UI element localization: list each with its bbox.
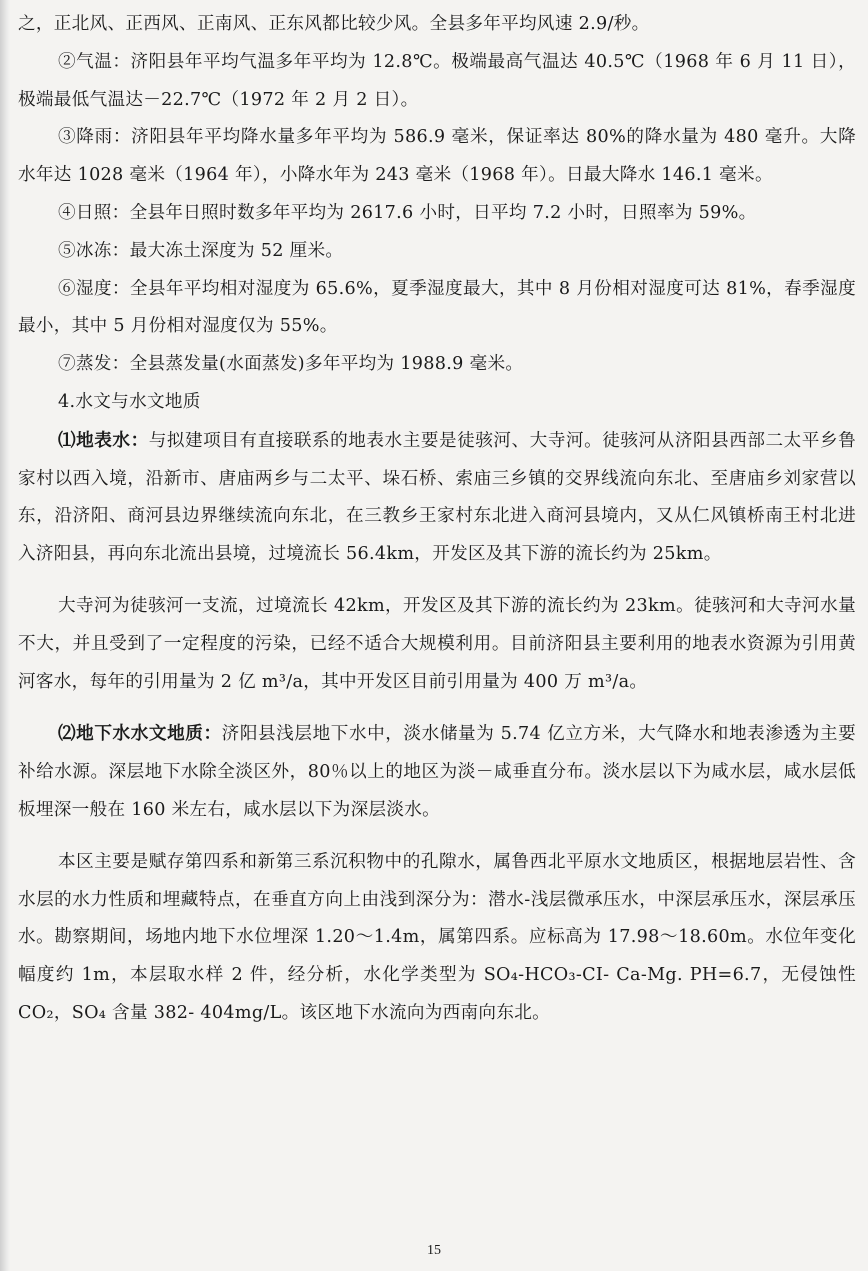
groundwater-paragraph: [18, 715, 856, 829]
paragraph-gap: [18, 830, 856, 844]
wind-paragraph-tail: 之，正北风、正西风、正南风、正东风都比较少风。全县多年平均风速 2.9/秒。: [18, 14, 650, 34]
surface-water-text: 与拟建项目有直接联系的地表水主要是徒骇河、大寺河。徒骇河从济阳县西部二太平乡鲁家村以西入境，沿新市、唐庙两乡与二太平、垛石桥、索庙三乡镇的交界线流向东北、至唐庙乡刘家营以东，沿济阳、商河县边界继续流向东北，在三教乡王家村东北进入商河县境内，又从仁风镇桥南王村北进入济阳县，再向东北流出县境，过境流长 56.4km，开发区及其下游的流长约为 25km。: [18, 430, 856, 565]
groundwater-label: ⑵地下水水文地质：: [58, 723, 222, 745]
temperature-paragraph: ②气温：济阳县年平均气温多年平均为 12.8℃。极端最高气温达 40.5℃（1968 年 6 月 11 日），极端最低气温达－22.7℃（1972 年 2 月 2 日）。: [18, 51, 856, 110]
page-number: 15: [427, 1243, 441, 1258]
paragraph-gap: [18, 574, 856, 588]
dasi-river-paragraph: 大寺河为徒骇河一支流，过境流长 42km，开发区及其下游的流长约为 23km。徒骇河和大寺河水量不大，并且受到了一定程度的污染，已经不适合大规模利用。目前济阳县主要利用的地表水资源为引用黄河客水，每年的引用量为 2 亿 m³/a，其中开发区目前引用量为 400 万 m³/a。: [18, 595, 856, 692]
sunshine-paragraph: ④日照：全县年日照时数多年平均为 2617.6 小时，日平均 7.2 小时，日照率为 59%。: [58, 202, 757, 223]
paragraph-gap: [18, 701, 856, 715]
page-binding-shadow: [0, 0, 10, 1271]
frost-paragraph: ⑤冰冻：最大冻土深度为 52 厘米。: [58, 240, 344, 261]
evaporation-paragraph: ⑦蒸发：全县蒸发量(水面蒸发)多年平均为 1988.9 毫米。: [58, 354, 524, 375]
surface-water-paragraph: [18, 422, 856, 574]
groundwater-text: 济阳县浅层地下水中，淡水储量为 5.74 亿立方米，大气降水和地表渗透为主要补给水源。深层地下水除全淡区外，80％以上的地区为淡－咸垂直分布。淡水层以下为咸水层，咸水层低板埋深一般在 160 米左右，咸水层以下为深层淡水。: [18, 724, 856, 820]
aquifer-paragraph: 本区主要是赋存第四系和新第三系沉积物中的孔隙水，属鲁西北平原水文地质区，根据地层岩性、含水层的水力性质和埋藏特点，在垂直方向上由浅到深分为：潜水-浅层微承压水，中深层承压水，深层承压水。勘察期间，场地内地下水位埋深 1.20～1.4m，属第四系。应标高为 17.98～18.60m。水位年变化幅度约 1m，本层取水样 2 件，经分析，水化学类型为 SO₄-HCO₃-CI- Ca-Mg. PH=6.7，无侵蚀性 CO₂，SO₄ 含量 382- 404mg/L。该区地下水流向为西南向东北。: [18, 851, 856, 1023]
surface-water-label: ⑴地表水：: [58, 429, 149, 451]
humidity-paragraph: ⑥湿度：全县年平均相对湿度为 65.6%，夏季湿度最大，其中 8 月份相对湿度可达 81%，春季湿度最小，其中 5 月份相对湿度仅为 55%。: [18, 278, 856, 337]
section-heading-hydrology: 4.水文与水文地质: [58, 391, 201, 412]
rainfall-paragraph: ③降雨：济阳县年平均降水量多年平均为 586.9 毫米，保证率达 80%的降水量为 480 毫升。大降水年达 1028 毫米（1964 年），小降水年为 243 毫米（1968 年）。日最大降水 146.1 毫米。: [18, 127, 856, 186]
document-body: [18, 6, 856, 1033]
